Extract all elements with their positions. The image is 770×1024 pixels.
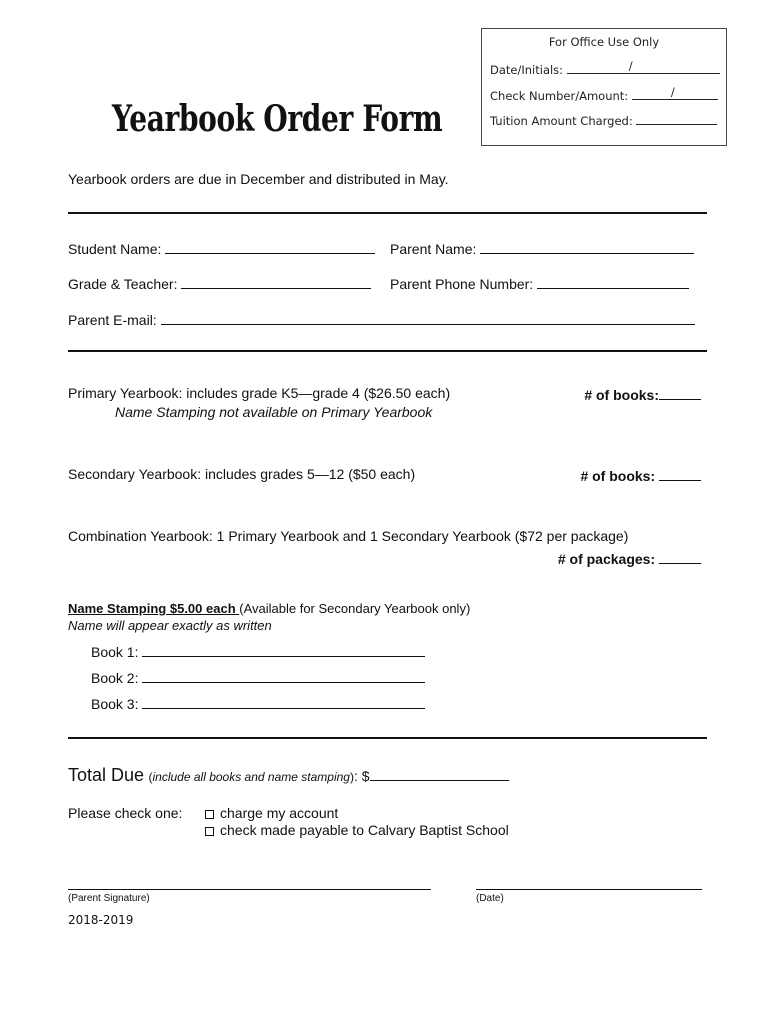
book3-line[interactable] (142, 694, 425, 709)
divider (68, 212, 707, 214)
office-date-initials-line[interactable] (567, 59, 720, 74)
parent-signature-line[interactable] (68, 889, 431, 890)
primary-yearbook-label: Primary Yearbook: includes grade K5—grade 4 ($26.50 each) (68, 385, 451, 401)
book1-label: Book 1: (91, 644, 139, 660)
slash: / (670, 85, 675, 99)
secondary-qty-label: # of books: (580, 468, 656, 484)
name-stamping-title: Name Stamping $5.00 each (68, 601, 240, 616)
primary-qty-label: # of books: (584, 387, 659, 403)
slash: / (628, 59, 633, 73)
checkbox-icon[interactable] (205, 827, 214, 836)
book3-field (91, 694, 425, 712)
total-due-label: Total Due (68, 765, 145, 785)
student-name-line[interactable] (165, 239, 375, 254)
checkbox-icon[interactable] (205, 810, 214, 819)
payment-option-charge[interactable] (205, 805, 338, 821)
office-check-number-label: Check Number/Amount: (490, 89, 629, 103)
total-due-line[interactable] (370, 766, 509, 781)
school-year: 2018-2019 (68, 913, 134, 927)
office-check-number-line[interactable] (632, 85, 718, 100)
divider (68, 350, 707, 352)
book3-label: Book 3: (91, 696, 139, 712)
divider (68, 737, 707, 739)
office-tuition-label: Tuition Amount Charged: (490, 114, 633, 128)
parent-phone-label: Parent Phone Number: (390, 276, 534, 292)
book1-line[interactable] (142, 642, 425, 657)
payment-option-check-label: check made payable to Calvary Baptist School (220, 822, 509, 838)
parent-name-label: Parent Name: (390, 241, 477, 257)
intro-text: Yearbook orders are due in December and distributed in May. (68, 171, 449, 187)
office-tuition (490, 113, 717, 128)
combination-qty-label: # of packages: (557, 551, 656, 567)
parent-phone-field (390, 274, 689, 292)
parent-name-line[interactable] (480, 239, 694, 254)
secondary-qty-line[interactable] (659, 466, 701, 481)
office-date-initials (490, 59, 720, 77)
page-title: Yearbook Order Form (112, 98, 443, 140)
grade-teacher-field (68, 274, 371, 292)
office-check-number (490, 85, 718, 103)
book2-line[interactable] (142, 668, 425, 683)
payment-prompt: Please check one: (68, 805, 183, 821)
combination-qty-field (558, 549, 701, 567)
parent-email-field (68, 310, 695, 328)
grade-teacher-label: Grade & Teacher: (68, 276, 178, 292)
payment-option-charge-label: charge my account (220, 805, 339, 821)
combination-qty-line[interactable] (659, 549, 701, 564)
name-stamping-note: Name will appear exactly as written (68, 618, 272, 633)
book2-field (91, 668, 425, 686)
name-stamping-availability: (Available for Secondary Yearbook only) (239, 601, 471, 616)
primary-qty-field (584, 385, 701, 403)
office-tuition-line[interactable] (636, 113, 717, 125)
grade-teacher-line[interactable] (181, 274, 371, 289)
combination-yearbook-label: Combination Yearbook: 1 Primary Yearbook and 1 Secondary Yearbook ($72 per package) (68, 528, 629, 544)
date-line[interactable] (476, 889, 702, 890)
payment-option-check[interactable] (205, 822, 509, 838)
total-due-note: include all books and name stamping (152, 770, 350, 784)
parent-email-label: Parent E-mail: (68, 312, 157, 328)
parent-signature-label: (Parent Signature) (68, 893, 150, 904)
parent-phone-line[interactable] (537, 274, 689, 289)
student-name-field (68, 239, 375, 257)
primary-qty-line[interactable] (659, 385, 701, 400)
parent-name-field (390, 239, 694, 257)
total-due-field: Total Due (include all books and name stamping): $ (68, 765, 509, 786)
book2-label: Book 2: (91, 670, 139, 686)
parent-email-line[interactable] (161, 310, 695, 325)
secondary-qty-field (580, 466, 701, 484)
date-label: (Date) (476, 893, 504, 904)
secondary-yearbook-label: Secondary Yearbook: includes grades 5—12 ($50 each) (68, 466, 416, 482)
primary-yearbook-note: Name Stamping not available on Primary Yearbook (115, 404, 433, 420)
total-due-suffix: : $ (353, 768, 370, 784)
office-date-initials-label: Date/Initials: (490, 63, 564, 77)
student-name-label: Student Name: (68, 241, 162, 257)
book1-field (91, 642, 425, 660)
office-use-heading: For Office Use Only (548, 35, 660, 49)
name-stamping-heading (68, 601, 470, 616)
office-use-box (481, 28, 727, 146)
